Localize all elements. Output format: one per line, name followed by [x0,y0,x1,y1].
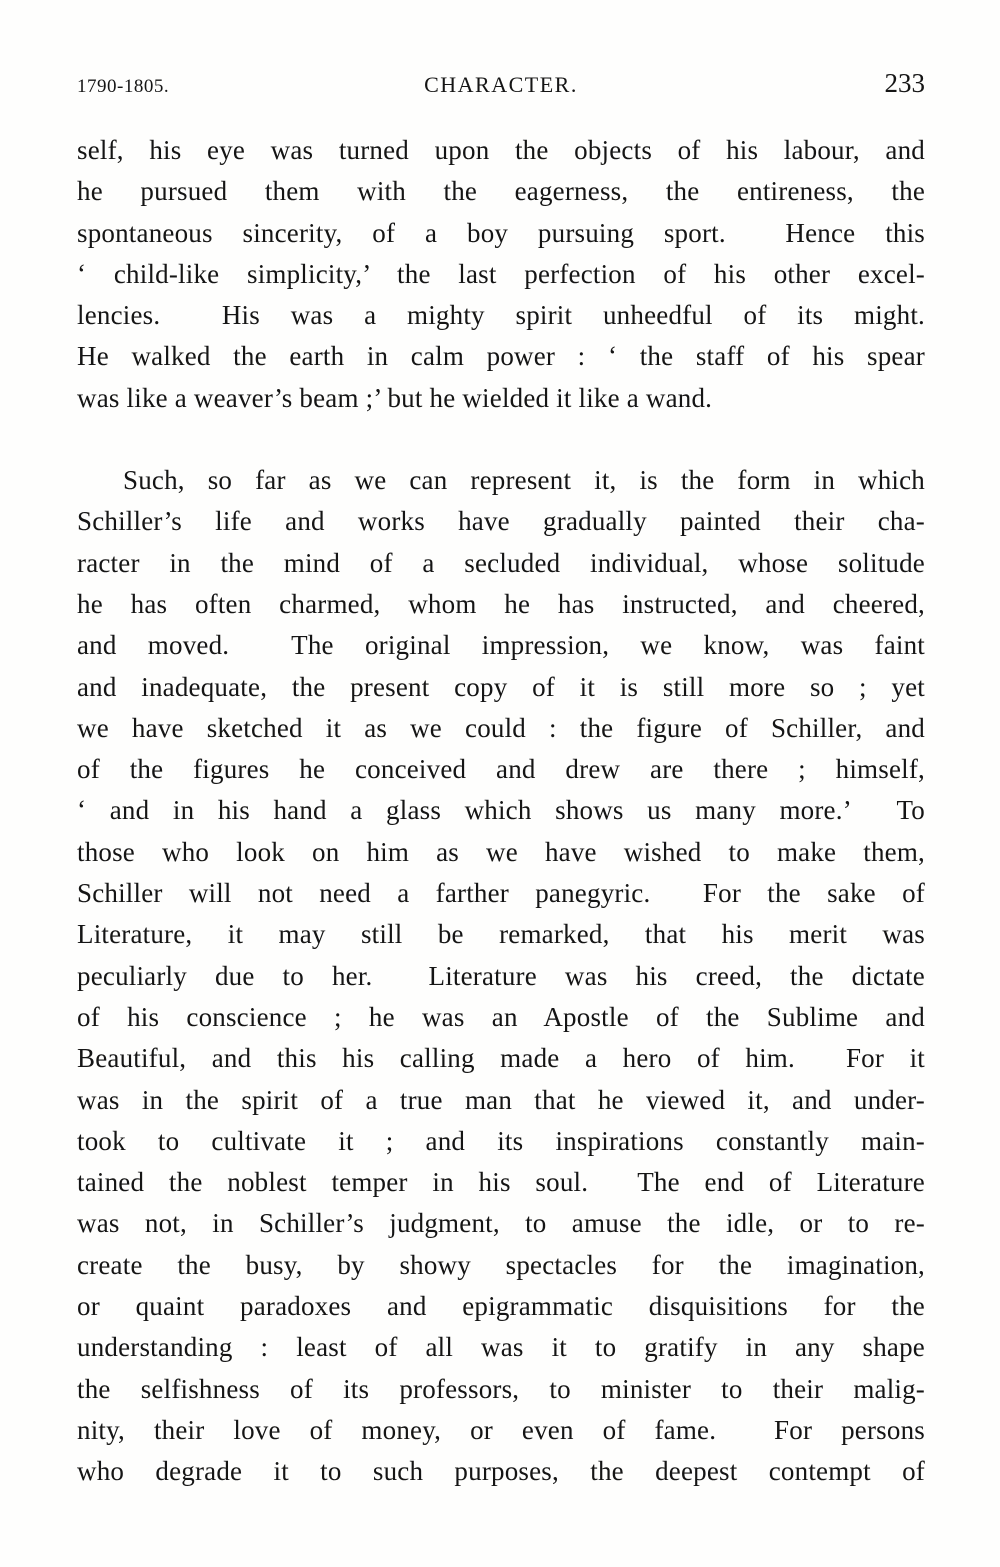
text-line: ‘ and in his hand a glass which shows us many more.’ To [77,795,925,826]
page-date-range: 1790-1805. [77,76,170,97]
text-line: and moved. The original impression, we know, was faint [77,630,925,661]
text-line: was in the spirit of a true man that he viewed it, and under- [77,1084,925,1115]
text-line: of the figures he conceived and drew are there ; himself, [77,754,925,785]
text-line: Schiller will not need a farther panegyric. For the sake of [77,878,925,909]
text-line: He walked the earth in calm power : ‘ the staff of his spear [77,341,925,372]
text-line: and inadequate, the present copy of it is still more so ; yet [77,671,925,702]
text-line: he pursued them with the eagerness, the entireness, the [77,176,925,207]
text-line: Literature, it may still be remarked, that his merit was [77,919,925,950]
text-line: create the busy, by showy spectacles for the imagination, [77,1249,925,1280]
text-line: who degrade it to such purposes, the deepest contempt of [77,1456,925,1487]
text-line: or quaint paradoxes and epigrammatic disquisitions for the [77,1291,925,1322]
text-line: Schiller’s life and works have gradually painted their cha- [77,506,925,537]
text-line: was not, in Schiller’s judgment, to amuse the idle, or to re- [77,1208,925,1239]
text-line: took to cultivate it ; and its inspirations constantly main- [77,1125,925,1156]
page-number: 233 [884,68,925,98]
text-line: Such, so far as we can represent it, is the form in which [123,465,925,496]
text-line: tained the noblest temper in his soul. The end of Literature [77,1167,925,1198]
text-line: the selfishness of its professors, to minister to their malig- [77,1373,925,1404]
text-line: lencies. His was a mighty spirit unheedful of its might. [77,300,925,331]
text-line: nity, their love of money, or even of fame. For persons [77,1414,925,1445]
text-line: Beautiful, and this his calling made a hero of him. For it [77,1043,925,1074]
text-line: ‘ child-like simplicity,’ the last perfection of his other excel- [77,258,925,289]
running-header [77,68,925,99]
text-line: we have sketched it as we could : the figure of Schiller, and [77,712,925,743]
running-head-title: CHARACTER. [424,72,578,97]
text-line: self, his eye was turned upon the objects of his labour, and [77,135,925,165]
text-line: he has often charmed, whom he has instructed, and cheered, [77,588,925,619]
text-line: racter in the mind of a secluded individual, whose solitude [77,547,925,578]
text-line: of his conscience ; he was an Apostle of the Sublime and [77,1001,925,1032]
text-line: spontaneous sincerity, of a boy pursuing sport. Hence this [77,217,925,248]
text-line: peculiarly due to her. Literature was his creed, the dictate [77,960,925,991]
paragraph [77,460,925,1492]
text-line: was like a weaver’s beam ;’ but he wielded it like a wand. [77,382,713,413]
text-line: those who look on him as we have wished to make them, [77,836,925,867]
body-text [77,130,925,1493]
paragraph [77,130,925,419]
text-line: understanding : least of all was it to gratify in any shape [77,1332,925,1363]
